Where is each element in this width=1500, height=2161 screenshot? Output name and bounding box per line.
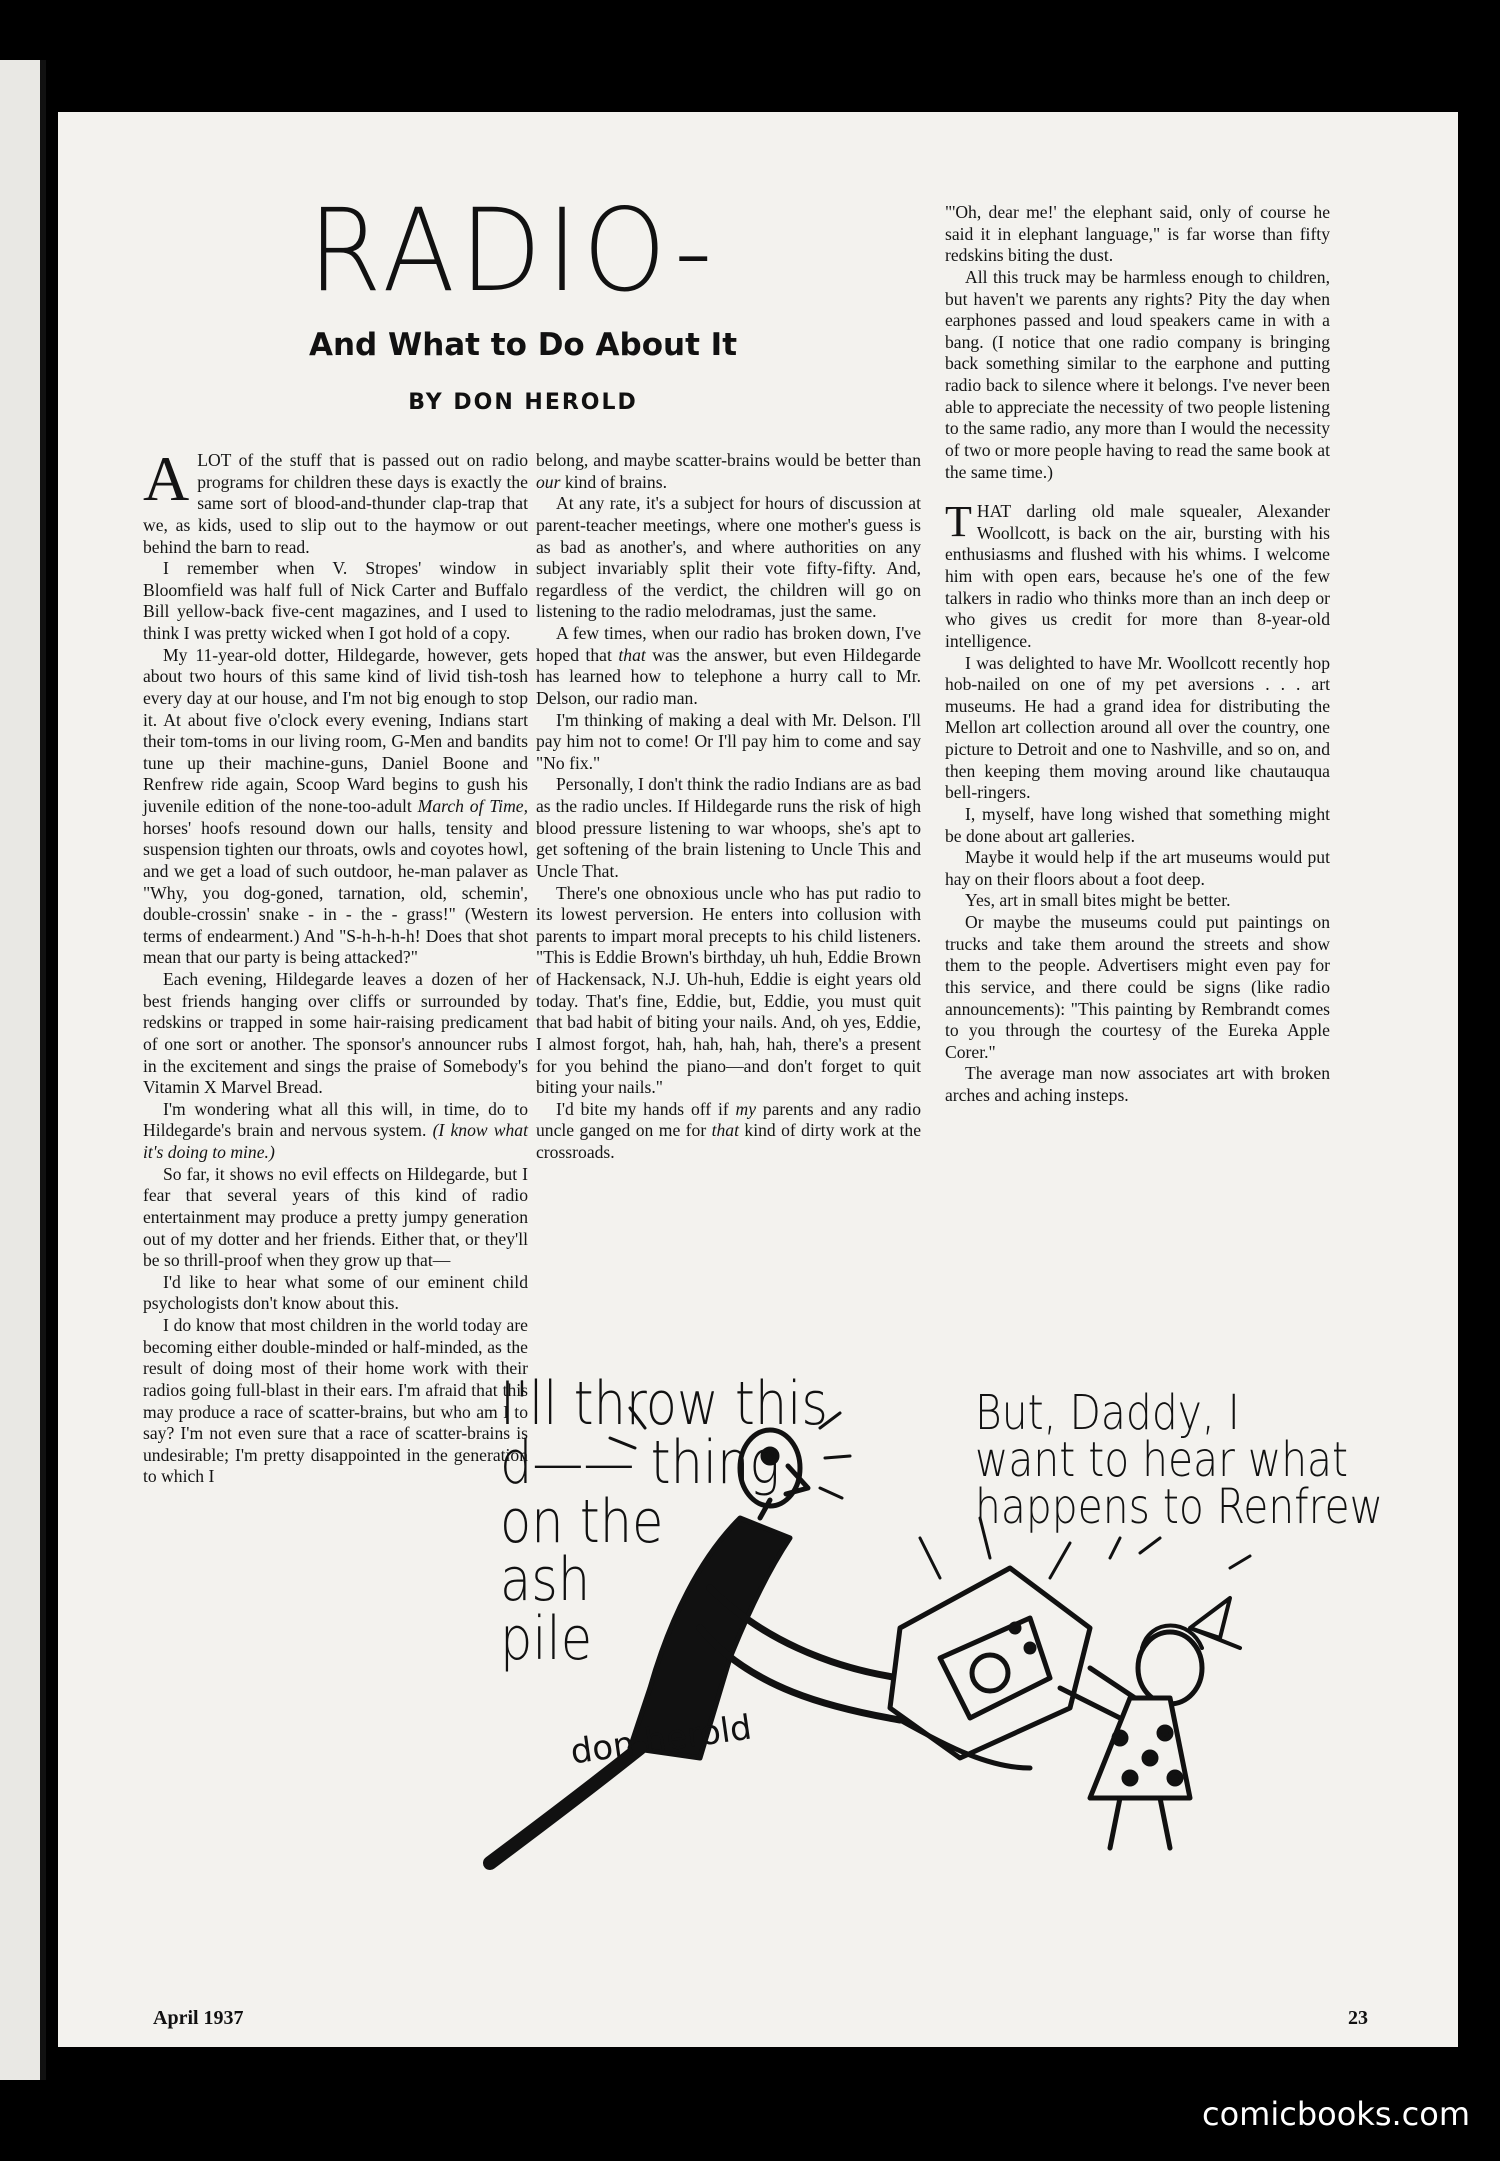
paragraph: So far, it shows no evil effects on Hildegarde, but I fear that several years of this kind of radio entertainment may produce a pretty jumpy generation out of my dotter and her friends. Either that, or they'll be so thrill-proof when they grow up that— <box>143 1163 528 1271</box>
paragraph: I'd like to hear what some of our eminent child psychologists don't know about this. <box>143 1271 528 1314</box>
girl-legs <box>1110 1798 1170 1848</box>
paragraph: I, myself, have long wished that something might be done about art galleries. <box>945 803 1330 846</box>
paragraph: My 11-year-old dotter, Hildegarde, however, gets about two hours of this same kind of livid tish-tosh every day at our house, and I'm not big enough to stop it. At about five o'clock every evening, Indians start their tom-toms in our living room, G-Men and bandits tune up their machine-guns, Daniel Boone and Renfrew ride again, Scoop Ward begins to gush his juvenile edition of the none-too-adult March of Time, horses' hoofs resound down our halls, tensity and suspension tighten our throats, owls and coyotes howl, and we get a load of such outdoor, he-man palaver as "Why, you dog-goned, tarnation, old, schemin', double-crossin' snake - in - the - grass!" (Western terms of endearment.) And "S-h-h-h-h! Does that shot mean that our party is being attacked?" <box>143 644 528 968</box>
paragraph: I'm thinking of making a deal with Mr. Delson. I'll pay him not to come! Or I'll pay him to come and say "No fix." <box>536 709 921 773</box>
paragraph: Each evening, Hildegarde leaves a dozen of her best friends hanging over cliffs or surrounded by redskins or trapped in some hair-raising predicament of one sort or another. The sponsor's announcer rubs in the excitement and sings the praise of Somebody's Vitamin X Marvel Bread. <box>143 969 528 1098</box>
paragraph: The average man now associates art with broken arches and aching insteps. <box>945 1063 1330 1105</box>
drop-cap: A <box>143 443 190 514</box>
paragraph: Yes, art in small bites might be better. <box>965 890 1231 911</box>
site-watermark: comicbooks.com <box>1201 2095 1470 2133</box>
paragraph: Personally, I don't think the radio Indians are as bad as the radio uncles. If Hildegarde runs the risk of high blood pressure listening to war whoops, she's apt to get softening of the brain listening to Uncle This and Uncle That. <box>536 774 921 881</box>
column-2 <box>536 450 921 1164</box>
page-number: 23 <box>1348 2007 1368 2029</box>
paragraph: At any rate, it's a subject for hours of discussion at parent-teacher meetings, where one mother's guess is as bad as another's, and where authorities on any subject invariably split their vote fifty-fifty. And, regardless of the verdict, the children will go on listening to the radio melodramas, just the same. <box>536 493 921 622</box>
paragraph: All this truck may be harmless enough to children, but haven't we parents any rights? Pity the day when earphones passed and loud speakers came in with a bang. (I notice that one radio company is bringing back something similar to the earphone and putting radio back to silence where it belongs. I've never been able to appreciate the necessity of two people listening to the same radio, any more than I would the necessity of two or more people having to read the same book at the same time.) <box>945 266 1330 482</box>
article-subtitle: And What to Do About It <box>308 327 738 363</box>
paragraph: I'd bite my hands off if my parents and any radio uncle ganged on me for that kind of dirty work at the crossroads. <box>536 1098 922 1162</box>
paragraph: Or maybe the museums could put paintings on trucks and take them around the streets and show them to the people. Advertisers might even pay for this service, and there could be signs (like radio announcements): "This painting by Rembrandt comes to you through the courtesy of the Eureka Apple Corer." <box>945 912 1330 1062</box>
paragraph: I was delighted to have Mr. Woollcott recently hop hob-nailed on one of my pet aversions . . . art museums. He had a grand idea for distributing the Mellon art collection around all over the country, one picture to Detroit and one to Nashville, and so on, and then keeping them moving around like chautauqua bell-ringers. <box>945 652 1330 803</box>
paragraph: I'm wondering what all this will, in time, do to Hildegarde's brain and nervous system. (I know what it's doing to mine.) <box>143 1098 528 1162</box>
column-3 <box>945 202 1330 1107</box>
drop-cap: T <box>945 497 972 547</box>
paragraph: "'Oh, dear me!' the elephant said, only of course he said it in elephant language," is far worse than fifty redskins biting the dust. <box>945 202 1330 266</box>
paragraph: A few times, when our radio has broken down, I've hoped that that was the answer, but even Hildegarde has learned how to telephone a hurry call to Mr. Delson, our radio man. <box>536 623 921 708</box>
artist-signature: don herold <box>568 1707 755 1773</box>
article-byline: BY DON HEROLD <box>408 390 638 415</box>
paragraph: Maybe it would help if the art museums would put hay on their floors about a foot deep. <box>945 847 1330 889</box>
paragraph: belong, and maybe scatter-brains would be better than our kind of brains. <box>536 450 921 492</box>
paragraph: ALOT of the stuff that is passed out on radio programs for children these days is exactly the same sort of blood-and-thunder clap-trap that we, as kids, used to slip out to the haymow or out behind the barn to read. <box>143 443 528 557</box>
article-title: RADIO- <box>308 184 718 318</box>
paragraph: THAT darling old male squealer, Alexander Woollcott, is back on the air, bursting with his enthusiasms and flushed with his whims. I welcome him with open ears, because he's one of the few talkers in radio who thinks more than an inch deep or who gives us credit for more than 8-year-old intelligence. <box>945 497 1330 651</box>
facing-page-edge <box>0 60 46 2080</box>
issue-date: April 1937 <box>153 2007 244 2029</box>
paragraph: I remember when V. Stropes' window in Bloomfield was half full of Nick Carter and Buffalo Bill yellow-back five-cent magazines, and I used to think I was pretty wicked when I got hold of a copy. <box>143 558 528 643</box>
cartoon-caption-child: But, Daddy, I want to hear what happens to Renfrew <box>975 1385 1383 1536</box>
girl-head <box>1138 1632 1202 1704</box>
paragraph: I do know that most children in the world today are becoming either double-minded or half-minded, as the result of doing most of their home work with their radios going full-blast in their ears. I'm afraid that this may produce a race of scatter-brains, but who am I to say? I'm not even sure that a race of scatter-brains is undesirable; I'm pretty disappointed in the generation to which I <box>143 1315 528 1487</box>
motion-lines <box>1110 1538 1250 1568</box>
cartoon-caption-dad: I'll throw this d—— thing on the ash pile <box>500 1369 828 1675</box>
paragraph: There's one obnoxious uncle who has put radio to its lowest perversion. He enters into collusion with parents to impart moral precepts to his child listeners. "This is Eddie Brown's birthday, uh huh, Eddie Brown of Hackensack, N.J. Uh-huh, Eddie is eight years old today. That's fine, Eddie, but, Eddie, you must quit that bad habit of biting your nails. And, oh yes, Eddie, I almost forgot, hah, hah, hah, hah, there's a present for you behind the piano—and don't forget to quit biting your nails." <box>536 882 921 1098</box>
